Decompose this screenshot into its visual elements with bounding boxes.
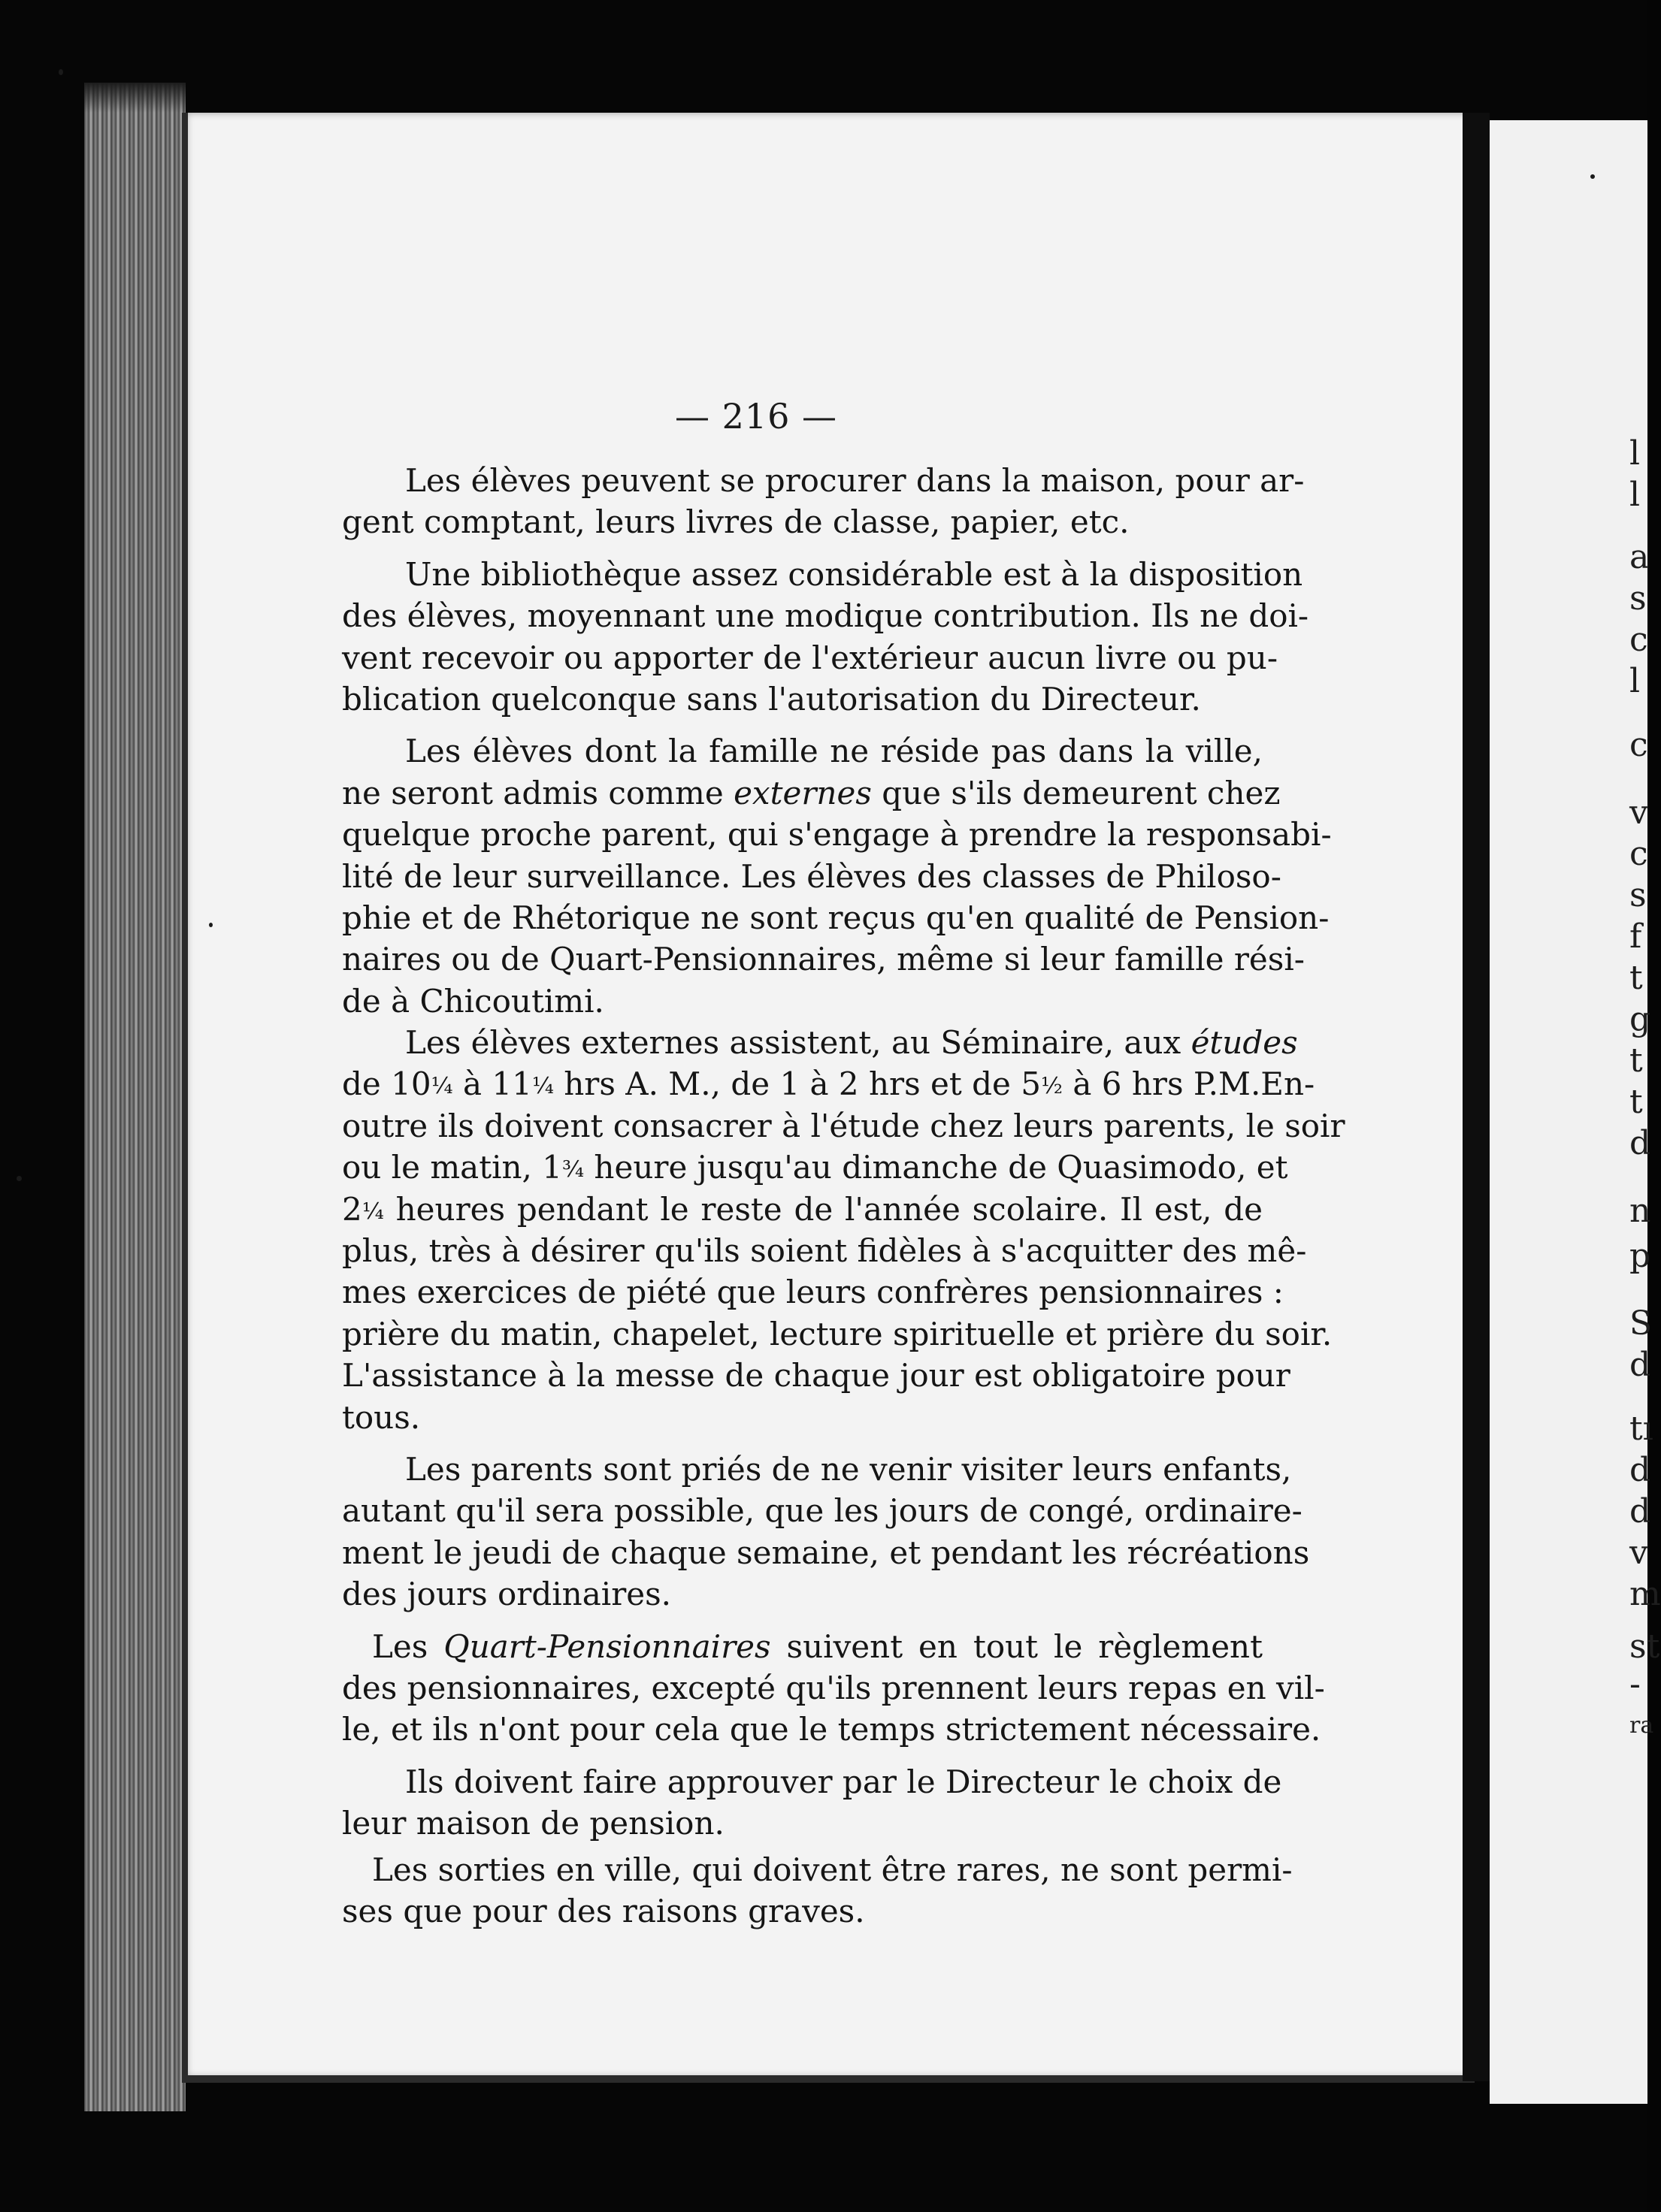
fraction: ¼ — [431, 1073, 453, 1100]
facing-fragment: l — [1629, 662, 1641, 700]
text-line: autant qu'il sera possible, que les jours de congé, ordinaire- — [342, 1492, 1302, 1530]
page-edges — [84, 83, 186, 2111]
facing-fragment: a — [1629, 538, 1650, 576]
text-line: ses que pour des raisons graves. — [342, 1892, 865, 1929]
text-run: hrs A. M., de 1 à 2 hrs et de 5 — [553, 1065, 1041, 1103]
text-run: heure jusqu'au dimanche de Quasimodo, et — [584, 1149, 1288, 1186]
text-line: des jours ordinaires. — [342, 1576, 672, 1613]
facing-fragment: f — [1629, 917, 1642, 956]
text-line: tous. — [342, 1398, 421, 1436]
facing-fragment: p — [1629, 1237, 1651, 1275]
text-run: ne seront admis comme — [342, 774, 734, 811]
text-run: à 6 hrs P.M.En- — [1063, 1065, 1315, 1103]
text-run: à 11 — [452, 1065, 532, 1103]
text-line: quelque proche parent, qui s'engage à prendre la responsabi- — [342, 816, 1332, 854]
paragraph — [342, 1849, 1293, 1932]
facing-fragment: l — [1629, 476, 1641, 514]
facing-fragment: S — [1629, 1304, 1653, 1343]
facing-fragment: c — [1629, 726, 1648, 764]
italic-term: externes — [734, 774, 872, 811]
text-line: Ils doivent faire approuver par le Directeur le choix de — [405, 1763, 1282, 1800]
facing-fragment: t — [1629, 1041, 1643, 1080]
scan-speck — [1590, 174, 1595, 179]
text-line: lité de leur surveillance. Les élèves des classes de Philoso- — [342, 857, 1281, 895]
facing-fragment: s — [1629, 876, 1647, 914]
facing-fragment: v — [1629, 793, 1648, 832]
facing-fragment: d — [1629, 1451, 1651, 1489]
text-line: phie et de Rhétorique ne sont reçus qu'en qualité de Pension- — [342, 899, 1330, 936]
text-line: vent recevoir ou apporter de l'extérieur aucun livre ou pu- — [342, 639, 1278, 676]
facing-fragment: m — [1629, 1575, 1661, 1613]
page-number: — 216 — — [674, 396, 838, 437]
scan-speck — [17, 1176, 22, 1181]
facing-fragment: c — [1629, 621, 1648, 659]
text-run: ou le matin, 1 — [342, 1149, 562, 1186]
text-run: suivent en tout le règlement — [770, 1627, 1263, 1665]
text-line: Les sorties en ville, qui doivent être rares, ne sont permi- — [372, 1851, 1293, 1888]
paragraph — [342, 730, 1332, 1022]
text-line: prière du matin, chapelet, lecture spirituelle et prière du soir. — [342, 1315, 1333, 1352]
text-line: blication quelconque sans l'autorisation du Directeur. — [342, 680, 1201, 718]
text-line: plus, très à désirer qu'ils soient fidèles à s'acquitter des mê- — [342, 1232, 1307, 1270]
scan-speck — [209, 923, 213, 927]
fraction: ¼ — [362, 1198, 384, 1225]
text-line: Les élèves peuvent se procurer dans la maison, pour ar- — [405, 462, 1305, 499]
page-bottom-edge — [182, 2075, 1475, 2083]
text-line: de à Chicoutimi. — [342, 982, 604, 1020]
text-line — [342, 1063, 1315, 1104]
page-body — [342, 460, 1345, 1932]
facing-fragment: ra — [1629, 1712, 1654, 1739]
facing-fragment: t — [1629, 959, 1643, 997]
text-line: le, et ils n'ont pour cela que le temps strictement nécessaire. — [342, 1711, 1321, 1748]
text-line: outre ils doivent consacrer à l'étude chez leurs parents, le soir — [342, 1107, 1345, 1144]
facing-fragment: d — [1629, 1124, 1651, 1162]
text-line — [342, 1147, 1288, 1188]
facing-fragment: d — [1629, 1492, 1651, 1531]
text-line: des pensionnaires, excepté qu'ils prennent leurs repas en vil- — [342, 1669, 1325, 1706]
text-line — [342, 1626, 1263, 1667]
page-edges-shadow — [84, 83, 186, 113]
text-line: mes exercices de piété que leurs confrères pensionnaires : — [342, 1274, 1284, 1311]
paragraph — [342, 1449, 1310, 1615]
fraction: ¼ — [531, 1073, 554, 1100]
text-line: Les élèves dont la famille ne réside pas dans la ville, — [405, 733, 1263, 770]
text-line: gent comptant, leurs livres de classe, papier, etc. — [342, 503, 1130, 541]
paragraph — [342, 460, 1305, 543]
scan-speck — [59, 69, 63, 75]
text-run: de 10 — [342, 1065, 431, 1103]
facing-fragment: v — [1629, 1534, 1648, 1572]
text-line — [342, 772, 1281, 814]
text-line: des élèves, moyennant une modique contribution. Ils ne doi- — [342, 597, 1309, 635]
facing-fragment: s — [1629, 579, 1647, 618]
facing-fragment: t — [1629, 1083, 1643, 1121]
facing-fragment: tı — [1629, 1410, 1653, 1448]
paragraph — [342, 1761, 1282, 1845]
text-run: heures pendant le reste de l'année scolaire. Il est, de — [383, 1190, 1263, 1228]
facing-fragment: c — [1629, 835, 1648, 873]
text-run: que s'ils demeurent chez — [871, 774, 1281, 811]
facing-fragment: - — [1629, 1665, 1641, 1703]
fraction: ¾ — [561, 1156, 585, 1183]
facing-fragment: g — [1629, 1000, 1651, 1038]
facing-fragment: st — [1629, 1627, 1660, 1666]
text-line: naires ou de Quart-Pensionnaires, même si leur famille rési- — [342, 941, 1305, 978]
text-run: Les — [372, 1627, 444, 1665]
paragraph — [342, 1022, 1345, 1438]
fraction: ½ — [1040, 1073, 1063, 1100]
text-line: ment le jeudi de chaque semaine, et pendant les récréations — [342, 1534, 1310, 1571]
facing-fragment: n — [1629, 1192, 1651, 1230]
text-line: L'assistance à la messe de chaque jour est obligatoire pour — [342, 1357, 1290, 1395]
facing-fragment: d — [1629, 1346, 1651, 1384]
paragraph — [342, 1626, 1325, 1751]
text-line: Une bibliothèque assez considérable est à la disposition — [405, 555, 1303, 593]
text-line: Les parents sont priés de ne venir visiter leurs enfants, — [405, 1450, 1292, 1488]
text-line — [342, 1022, 1298, 1063]
paragraph — [342, 554, 1309, 721]
text-line — [342, 1189, 1263, 1230]
facing-fragment: l — [1629, 434, 1641, 473]
italic-term: Quart-Pensionnaires — [443, 1627, 771, 1665]
italic-term: études — [1191, 1024, 1298, 1062]
text-line: leur maison de pension. — [342, 1805, 725, 1842]
text-run: 2 — [342, 1190, 362, 1228]
text-run: Les élèves externes assistent, au Séminaire, aux — [405, 1024, 1191, 1062]
